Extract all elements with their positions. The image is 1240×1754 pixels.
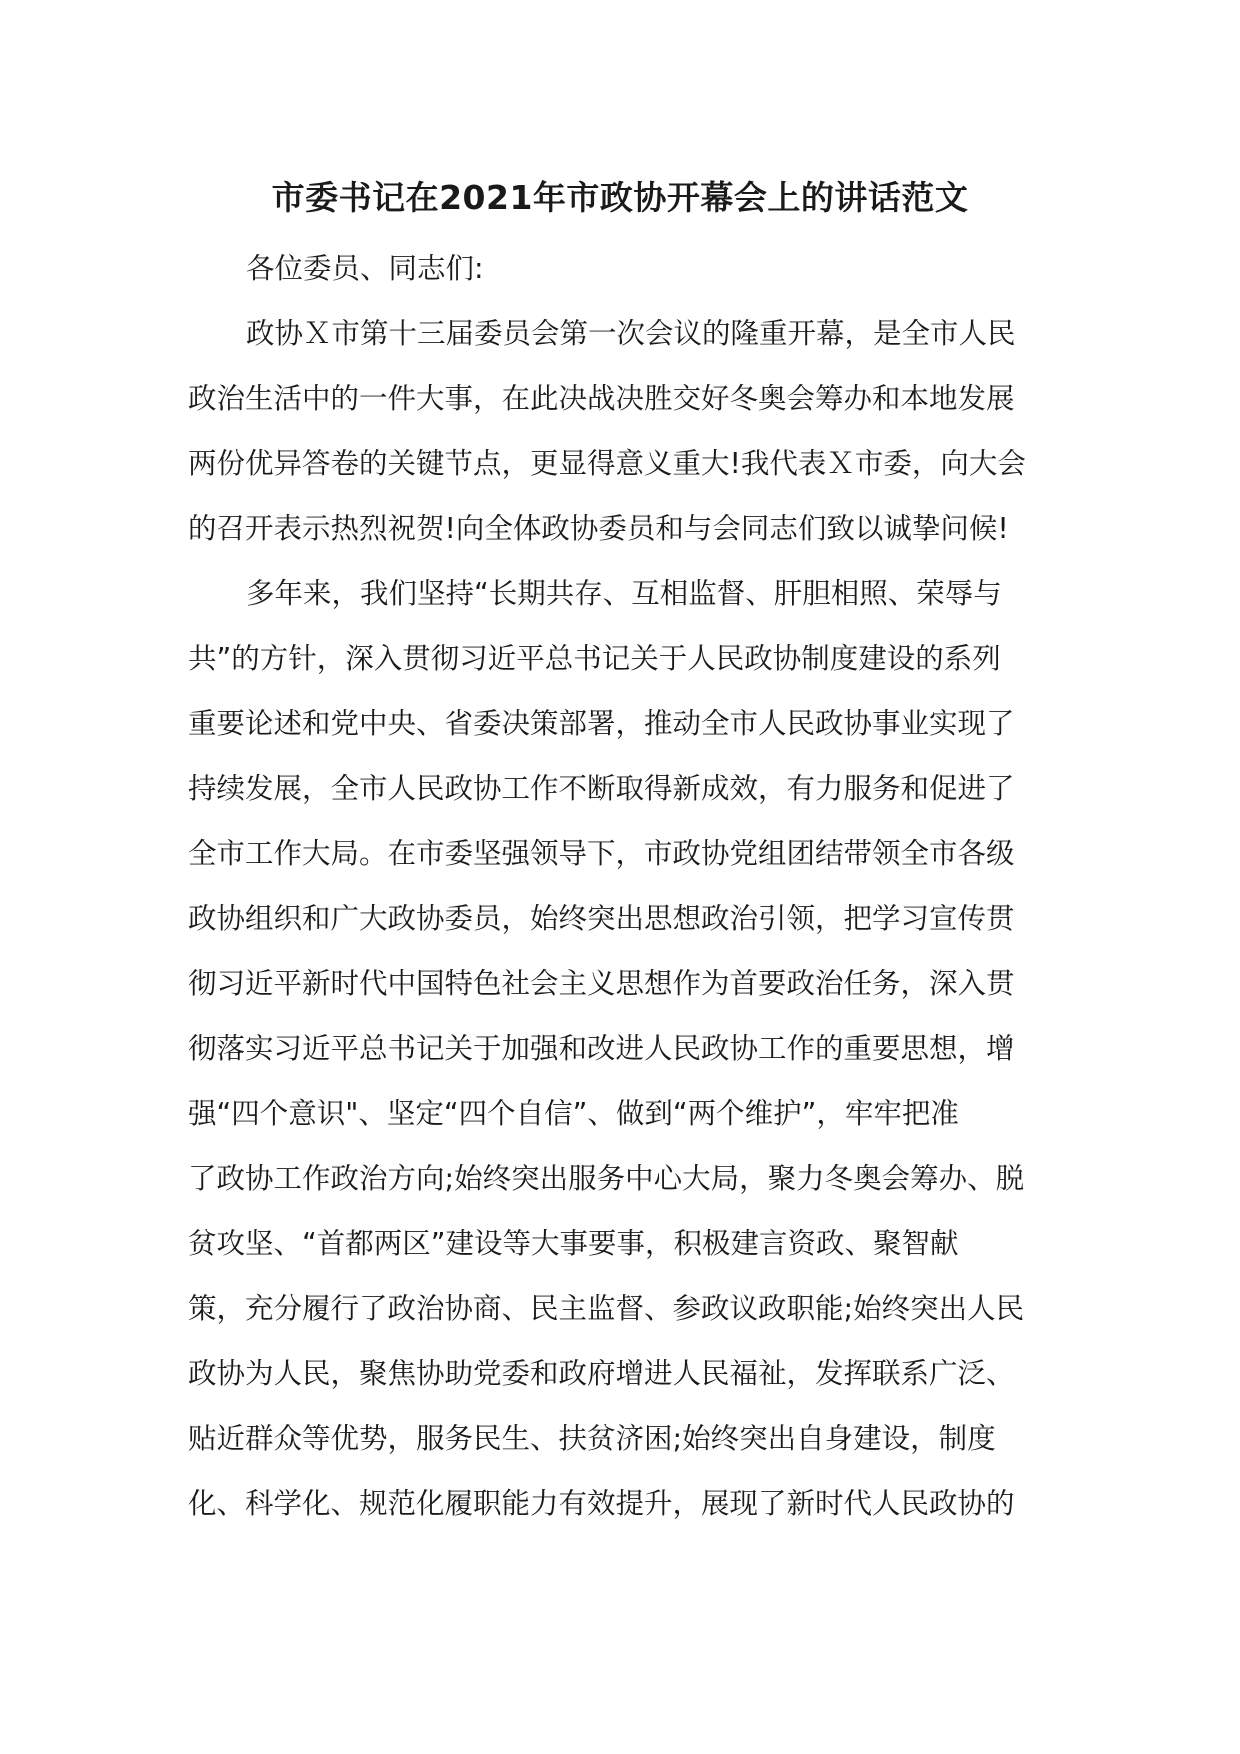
paragraph-line: 的召开表示热烈祝贺!向全体政协委员和与会同志们致以诚挚问候! xyxy=(188,512,1009,545)
paragraph-line: 贫攻坚、“首都两区”建设等大事要事，积极建言资政、聚智献 xyxy=(188,1227,959,1260)
paragraph-line: 政协Ｘ市第十三届委员会第一次会议的隆重开幕，是全市人民 xyxy=(246,317,1016,350)
paragraph-1 xyxy=(188,301,1058,561)
paragraph-line: 化、科学化、规范化履职能力有效提升，展现了新时代人民政协的 xyxy=(188,1487,1015,1520)
paragraph-line: 全市工作大局。在市委坚强领导下，市政协党组团结带领全市各级 xyxy=(188,837,1015,870)
paragraph-line: 共”的方针，深入贯彻习近平总书记关于人民政协制度建设的系列 xyxy=(188,642,1001,675)
paragraph-line: 政治生活中的一件大事，在此决战决胜交好冬奥会筹办和本地发展 xyxy=(188,382,1015,415)
paragraph-2 xyxy=(188,561,1058,1536)
paragraph-line: 政协组织和广大政协委员，始终突出思想政治引领，把学习宣传贯 xyxy=(188,902,1015,935)
paragraph-line: 彻落实习近平总书记关于加强和改进人民政协工作的重要思想，增 xyxy=(188,1032,1015,1065)
document-title: 市委书记在2021年市政协开幕会上的讲话范文 xyxy=(271,178,969,217)
paragraph-line: 持续发展，全市人民政协工作不断取得新成效，有力服务和促进了 xyxy=(188,772,1015,805)
paragraph-line: 强“四个意识"、坚定“四个自信”、做到“两个维护”，牢牢把准 xyxy=(188,1097,959,1130)
paragraph-line: 贴近群众等优势，服务民生、扶贫济困;始终突出自身建设，制度 xyxy=(188,1422,996,1455)
paragraph-line: 多年来，我们坚持“长期共存、互相监督、肝胆相照、荣辱与 xyxy=(246,577,1002,610)
paragraph-line: 彻习近平新时代中国特色社会主义思想作为首要政治任务，深入贯 xyxy=(188,967,1015,1000)
document-body xyxy=(188,236,1058,1536)
paragraph-line: 两份优异答卷的关键节点，更显得意义重大!我代表Ｘ市委，向大会 xyxy=(188,447,1026,480)
paragraph-line: 政协为人民，聚焦协助党委和政府增进人民福祉，发挥联系广泛、 xyxy=(188,1357,1015,1390)
paragraph-line: 了政协工作政治方向;始终突出服务中心大局，聚力冬奥会筹办、脱 xyxy=(188,1162,1025,1195)
greeting: 各位委员、同志们: xyxy=(246,252,484,285)
paragraph-line: 重要论述和党中央、省委决策部署，推动全市人民政协事业实现了 xyxy=(188,707,1015,740)
paragraph-line: 策，充分履行了政治协商、民主监督、参政议政职能;始终突出人民 xyxy=(188,1292,1025,1325)
